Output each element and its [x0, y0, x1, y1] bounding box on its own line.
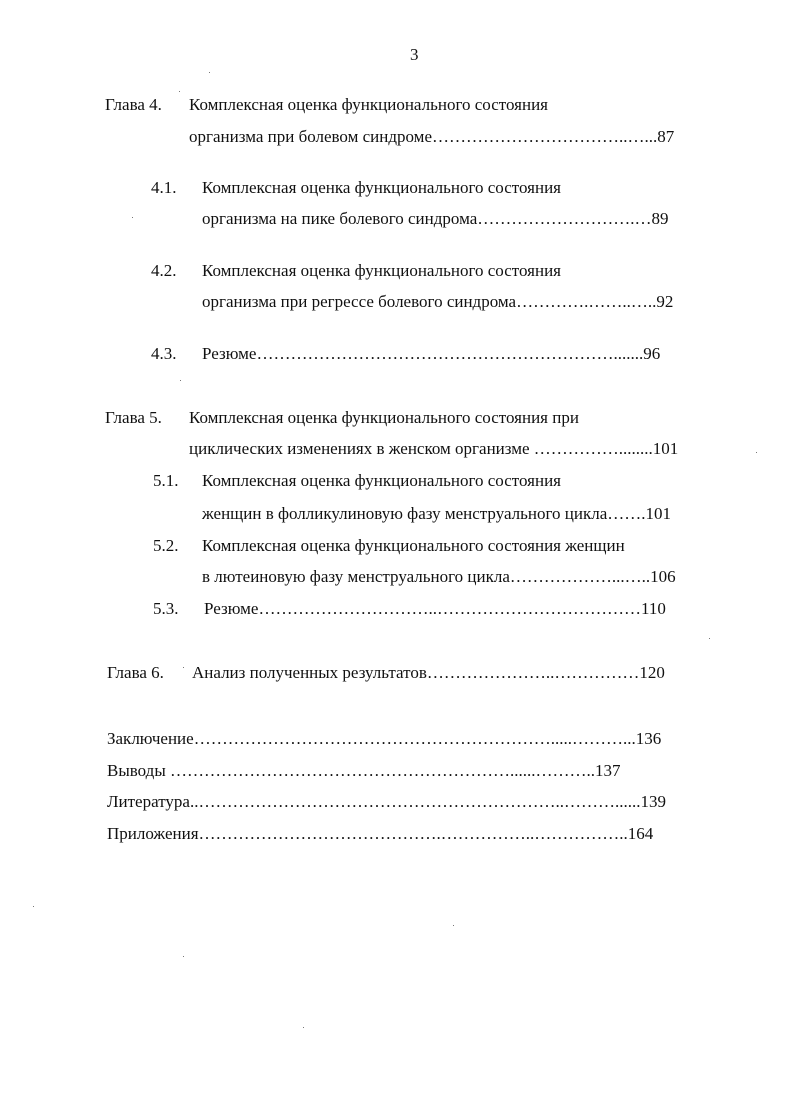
section-5-3-number: 5.3.: [153, 599, 179, 618]
scan-speck: [33, 906, 34, 907]
section-5-1-number: 5.1.: [153, 471, 179, 490]
chapter-6-label: Глава 6.: [107, 663, 164, 682]
section-5-1-title-line1: Комплексная оценка функционального состояния: [202, 471, 561, 490]
section-5-2-title-line1: Комплексная оценка функционального состояния женщин: [202, 536, 625, 555]
scan-speck: [179, 91, 180, 92]
section-5-2-number: 5.2.: [153, 536, 179, 555]
scan-speck: [303, 1027, 304, 1028]
scan-speck: [183, 667, 184, 668]
toc-entry-conclusion: Заключение……………………………………………………….....………...136: [107, 729, 662, 748]
scan-speck: [209, 72, 210, 73]
section-5-2-title-line2: в лютеиновую фазу менструального цикла………………...…..106: [202, 567, 676, 586]
toc-entry-literature: Литература..………………………………………………………..………......139: [107, 792, 666, 811]
section-4-1-title-line2: организма на пике болевого синдрома……………………….…89: [202, 209, 669, 228]
section-4-1-title-line1: Комплексная оценка функционального состояния: [202, 178, 561, 197]
section-5-3-title: Резюме…………………………..………………………………110: [204, 599, 666, 618]
section-4-2-title-line2: организма при регрессе болевого синдрома………….……..…..92: [202, 292, 674, 311]
chapter-5-title-line1: Комплексная оценка функционального состояния при: [189, 408, 579, 427]
scan-speck: [183, 956, 184, 957]
scan-speck: [132, 217, 133, 218]
section-4-2-number: 4.2.: [151, 261, 177, 280]
scan-speck: [453, 925, 454, 926]
chapter-5-title-line2: циклических изменениях в женском организме ……………........101: [189, 439, 679, 458]
section-4-3-number: 4.3.: [151, 344, 177, 363]
section-4-3-title: Резюме……………………………………………………….......96: [202, 344, 661, 363]
chapter-4-title-line2: организма при болевом синдроме……………………………..…...87: [189, 127, 675, 146]
scan-speck: [180, 380, 181, 381]
chapter-4-label: Глава 4.: [105, 95, 162, 114]
scan-speck: [709, 638, 710, 639]
section-4-1-number: 4.1.: [151, 178, 177, 197]
chapter-5-label: Глава 5.: [105, 408, 162, 427]
scan-speck: [756, 452, 757, 453]
toc-entry-appendices: Приложения…………………………………….……………..……………..164: [107, 824, 654, 843]
toc-entry-findings: Выводы ……………………………………………………......………..137: [107, 761, 621, 780]
chapter-4-title-line1: Комплексная оценка функционального состояния: [189, 95, 548, 114]
page-number: 3: [410, 45, 419, 64]
chapter-6-title: Анализ полученных результатов…………………..……………120: [192, 663, 665, 682]
section-4-2-title-line1: Комплексная оценка функционального состояния: [202, 261, 561, 280]
section-5-1-title-line2: женщин в фолликулиновую фазу менструального цикла…….101: [202, 504, 672, 523]
